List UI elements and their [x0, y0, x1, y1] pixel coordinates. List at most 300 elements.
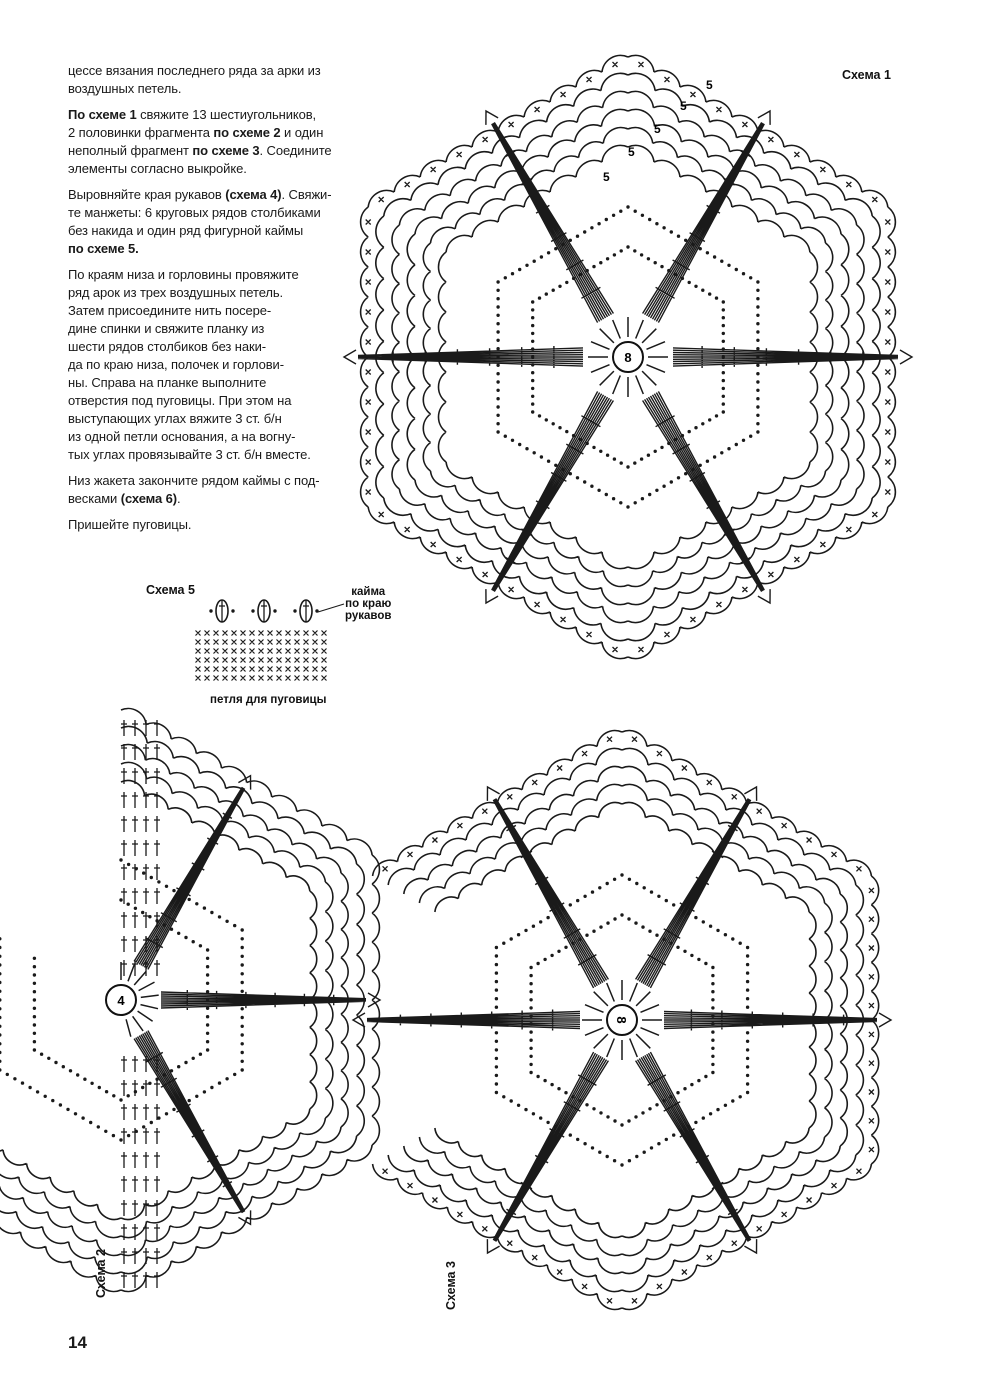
- chain-dot: [495, 1082, 498, 1085]
- chain-dot: [706, 251, 709, 254]
- chain-dot: [518, 443, 521, 446]
- center-rings: [106, 342, 643, 1035]
- chain-dot: [44, 1095, 47, 1098]
- ref-scheme-2: по схеме 2: [213, 125, 281, 140]
- chain-dot: [628, 1159, 631, 1162]
- chain-dot: [648, 493, 651, 496]
- chain-dot: [529, 982, 532, 985]
- chain-dot: [648, 218, 651, 221]
- chain-dot: [654, 450, 657, 453]
- chain-dot: [677, 235, 680, 238]
- chain-dot: [606, 921, 609, 924]
- chain-dot: [620, 249, 623, 252]
- chain-dot: [157, 1116, 160, 1119]
- stitch-wedge: [486, 391, 614, 603]
- p2-text: элементы согласно выкройке.: [68, 161, 247, 176]
- chain-dot: [627, 917, 630, 920]
- chain-dot: [545, 292, 548, 295]
- chain-dot: [33, 1007, 36, 1010]
- chain-dot: [33, 998, 36, 1001]
- chain-dot: [531, 395, 534, 398]
- chain-dot: [531, 387, 534, 390]
- row-mark: 5: [628, 145, 635, 159]
- sc-grid: [196, 631, 327, 681]
- chain-dot: [210, 1086, 213, 1089]
- p3-text: . Свяжи-: [281, 187, 332, 202]
- chain-dot: [634, 210, 637, 213]
- scheme-2-half-diagram: [0, 708, 380, 1291]
- chain-dot: [722, 402, 725, 405]
- chain-dot: [742, 439, 745, 442]
- sleeve-edge-line: рукавов: [345, 610, 392, 622]
- chain-dot: [672, 1133, 675, 1136]
- chain-dot: [0, 963, 2, 966]
- chain-dot: [746, 997, 749, 1000]
- chain-dot: [620, 1123, 623, 1126]
- chain-dot: [36, 1090, 39, 1093]
- chain-dot: [538, 414, 541, 417]
- chain-dot: [746, 946, 749, 949]
- p4-line: ряд арок из трех воздушных петель.: [68, 285, 284, 300]
- chain-dot: [715, 296, 718, 299]
- chain-dot: [293, 609, 296, 612]
- chain-dot: [598, 1151, 601, 1154]
- chain-dot: [550, 1083, 553, 1086]
- chain-dot: [655, 1103, 658, 1106]
- chain-dot: [569, 1133, 572, 1136]
- chain-dot: [739, 1095, 742, 1098]
- chain-dot: [583, 230, 586, 233]
- chain-dot: [724, 1104, 727, 1107]
- chain-dot: [694, 426, 697, 429]
- chain-dot: [641, 925, 644, 928]
- chain-dot: [660, 446, 663, 449]
- p5-text: .: [177, 491, 181, 506]
- chain-dot: [722, 308, 725, 311]
- stitch-wedge: [344, 346, 583, 368]
- chain-dot: [690, 1083, 693, 1086]
- chain-dot: [529, 990, 532, 993]
- chain-dot: [539, 1116, 542, 1119]
- chain-dot: [731, 1099, 734, 1102]
- chain-dot: [496, 380, 499, 383]
- chain-dot: [704, 962, 707, 965]
- chain-dot: [241, 1051, 244, 1054]
- chain-dot: [627, 1119, 630, 1122]
- chain-dot: [697, 1079, 700, 1082]
- chain-dot: [576, 899, 579, 902]
- chain-dot: [670, 480, 673, 483]
- chain-dot: [690, 954, 693, 957]
- chain-dot: [495, 1040, 498, 1043]
- chain-dot: [33, 957, 36, 960]
- chain-dot: [199, 944, 202, 947]
- chain-dot: [536, 1075, 539, 1078]
- chain-dot: [529, 1047, 532, 1050]
- chain-dot: [647, 257, 650, 260]
- chain-dot: [206, 948, 209, 951]
- chain-dot: [746, 971, 749, 974]
- chain-dot: [635, 882, 638, 885]
- stitch-wedge: [643, 111, 771, 323]
- chain-dot: [510, 1099, 513, 1102]
- chain-dot: [590, 226, 593, 229]
- chain-dot: [599, 925, 602, 928]
- chain-dot: [529, 1030, 532, 1033]
- chain-dot: [739, 942, 742, 945]
- chain-dot: [547, 251, 550, 254]
- chain-dot: [557, 950, 560, 953]
- chain-dot: [650, 1146, 653, 1149]
- chain-dot: [184, 936, 187, 939]
- chain-dot: [722, 395, 725, 398]
- chain-dot: [716, 929, 719, 932]
- chain-dot: [33, 990, 36, 993]
- chain-dot: [576, 476, 579, 479]
- p2-text: . Соедините: [259, 143, 332, 158]
- chain-dot: [119, 898, 122, 901]
- chain-dot: [722, 371, 725, 374]
- chain-dot: [97, 1125, 100, 1128]
- chain-dot: [525, 447, 528, 450]
- chain-dot: [660, 265, 663, 268]
- ref-scheme-6: (схема 6): [120, 491, 178, 506]
- chain-dot: [496, 397, 499, 400]
- chain-dot: [0, 1033, 2, 1036]
- chain-dot: [206, 973, 209, 976]
- chain-dot: [756, 380, 759, 383]
- chain-dot: [76, 1073, 79, 1076]
- chain-dot: [552, 289, 555, 292]
- chain-dot: [565, 430, 568, 433]
- chain-dot: [585, 1103, 588, 1106]
- chain-dot: [206, 1040, 209, 1043]
- chain-dot: [591, 1146, 594, 1149]
- chain-dot: [0, 1060, 2, 1063]
- chain-dot: [531, 340, 534, 343]
- chain-dot: [599, 450, 602, 453]
- stitch-wedge: [487, 1052, 608, 1253]
- button-loop-label: петля для пуговицы: [210, 694, 327, 706]
- p2-text: 2 половинки фрагмента: [68, 125, 214, 140]
- chain-dot: [495, 971, 498, 974]
- chain-dot: [142, 871, 145, 874]
- chain-dot: [206, 965, 209, 968]
- chain-dot: [701, 422, 704, 425]
- chain-dot: [134, 907, 137, 910]
- chain-dot: [746, 1048, 749, 1051]
- chain-dot: [564, 1091, 567, 1094]
- chain-dot: [66, 1108, 69, 1111]
- chain-dot: [606, 257, 609, 260]
- chain-dot: [511, 272, 514, 275]
- chain-dot: [188, 898, 191, 901]
- chain-dot: [206, 957, 209, 960]
- chain-dot: [0, 1051, 2, 1054]
- chain-dot: [33, 1048, 36, 1051]
- ref-scheme-3: по схеме 3: [192, 143, 260, 158]
- chain-dot: [597, 489, 600, 492]
- chain-dot: [557, 1087, 560, 1090]
- chain-dot: [654, 261, 657, 264]
- p2-text: неполный фрагмент: [68, 143, 193, 158]
- chain-dot: [165, 1112, 168, 1115]
- chain-dot: [241, 1025, 244, 1028]
- chain-dot: [504, 276, 507, 279]
- chain-dot: [0, 937, 2, 940]
- chain-dot: [620, 913, 623, 916]
- chain-dot: [746, 988, 749, 991]
- chain-dot: [735, 443, 738, 446]
- chain-dot: [665, 1138, 668, 1141]
- chain-dot: [592, 446, 595, 449]
- chain-dot: [529, 974, 532, 977]
- chain-dot: [206, 982, 209, 985]
- chain-dot: [677, 476, 680, 479]
- chain-dot: [496, 422, 499, 425]
- chain-dot: [711, 990, 714, 993]
- chain-dot: [90, 1082, 93, 1085]
- chain-dot: [683, 1087, 686, 1090]
- scheme-5-edge-diagram: [196, 600, 345, 681]
- chain-dot: [536, 962, 539, 965]
- chain-dot: [711, 998, 714, 1001]
- chain-dot: [746, 1031, 749, 1034]
- chain-dot: [141, 1086, 144, 1089]
- chain-dot: [756, 397, 759, 400]
- chain-dot: [746, 1040, 749, 1043]
- chain-dot: [756, 280, 759, 283]
- chain-dot: [713, 255, 716, 258]
- chain-dot: [51, 1099, 54, 1102]
- chain-dot: [518, 268, 521, 271]
- chain-dot: [496, 389, 499, 392]
- chain-dot: [662, 226, 665, 229]
- chain-dot: [704, 1075, 707, 1078]
- chain-dot: [495, 1074, 498, 1077]
- chain-dot: [241, 928, 244, 931]
- chain-dot: [517, 1104, 520, 1107]
- p4-line: По краям низа и горловины провяжите: [68, 267, 299, 282]
- chain-dot: [688, 430, 691, 433]
- chain-dot: [670, 230, 673, 233]
- chain-dot: [157, 880, 160, 883]
- chain-dot: [538, 296, 541, 299]
- row-mark: 5: [603, 170, 610, 184]
- chain-dot: [746, 1082, 749, 1085]
- scheme-5-label: Схема 5: [146, 583, 195, 597]
- chain-dot: [496, 330, 499, 333]
- chain-dot: [150, 876, 153, 879]
- chain-dot: [209, 609, 212, 612]
- chain-dot: [711, 1006, 714, 1009]
- chain-dot: [510, 937, 513, 940]
- chain-dot: [59, 1103, 62, 1106]
- chain-dot: [502, 1095, 505, 1098]
- chain-dot: [495, 1057, 498, 1060]
- chain-dot: [709, 925, 712, 928]
- chain-dot: [127, 1094, 130, 1097]
- chain-dot: [598, 886, 601, 889]
- chain-dot: [701, 289, 704, 292]
- sleeve-edge-line: кайма: [351, 586, 386, 598]
- chain-dot: [746, 954, 749, 957]
- p6-text: Пришейте пуговицы.: [68, 517, 192, 532]
- chain-dot: [502, 942, 505, 945]
- chain-dot: [529, 1006, 532, 1009]
- chain-dot: [749, 435, 752, 438]
- chain-dot: [0, 1068, 2, 1071]
- chain-dot: [655, 489, 658, 492]
- chain-dot: [613, 1159, 616, 1162]
- chain-dot: [0, 998, 2, 1001]
- chain-dot: [546, 916, 549, 919]
- ref-scheme-5: по схеме 5.: [68, 241, 139, 256]
- chain-dot: [540, 455, 543, 458]
- chain-dot: [532, 1112, 535, 1115]
- p5-text: весками: [68, 491, 121, 506]
- chain-dot: [231, 609, 234, 612]
- chain-dot: [672, 903, 675, 906]
- chain-dot: [676, 946, 679, 949]
- row-marks: [603, 78, 713, 184]
- chain-dot: [496, 414, 499, 417]
- stitch-wedge: [353, 1010, 580, 1031]
- chain-dot: [708, 292, 711, 295]
- chain-dot: [613, 878, 616, 881]
- chain-dot: [756, 297, 759, 300]
- chain-dot: [746, 963, 749, 966]
- chain-dot: [241, 1068, 244, 1071]
- chain-dot: [112, 1134, 115, 1137]
- chain-dot: [531, 300, 534, 303]
- chain-dot: [531, 402, 534, 405]
- chain-dot: [496, 314, 499, 317]
- chain-dot: [569, 903, 572, 906]
- chain-dot: [613, 1119, 616, 1122]
- chain-dot: [33, 965, 36, 968]
- chain-dot: [597, 222, 600, 225]
- p3-text: те манжеты: 6 круговых рядов столбиками: [68, 205, 321, 220]
- chain-dot: [531, 316, 534, 319]
- chain-dot: [511, 439, 514, 442]
- chain-dot: [21, 1081, 24, 1084]
- p1-line-1: цессе вязания последнего ряда за арки из: [68, 63, 321, 78]
- chain-dot: [241, 972, 244, 975]
- chain-dot: [576, 1138, 579, 1141]
- chain-dot: [529, 1063, 532, 1066]
- p4-line: выступающих углах вяжите 3 ст. б/н: [68, 411, 282, 426]
- chain-dot: [756, 314, 759, 317]
- chain-dot: [177, 932, 180, 935]
- chain-dot: [184, 1061, 187, 1064]
- chain-dot: [195, 1095, 198, 1098]
- chain-dot: [756, 339, 759, 342]
- chain-dot: [241, 937, 244, 940]
- chain-dot: [206, 1015, 209, 1018]
- chain-dot: [613, 457, 616, 460]
- chain-dot: [694, 916, 697, 919]
- chain-dot: [746, 1091, 749, 1094]
- chain-dot: [749, 276, 752, 279]
- chain-dot: [496, 430, 499, 433]
- chain-dot: [241, 963, 244, 966]
- chain-dot: [641, 1111, 644, 1114]
- chain-dot: [206, 1048, 209, 1051]
- chain-dot: [543, 958, 546, 961]
- chain-dot: [495, 1065, 498, 1068]
- chain-dot: [756, 330, 759, 333]
- chain-dot: [531, 379, 534, 382]
- chain-dot: [694, 1121, 697, 1124]
- chain-dot: [105, 1090, 108, 1093]
- chain-dot: [606, 882, 609, 885]
- chain-dot: [756, 364, 759, 367]
- chain-dot: [662, 485, 665, 488]
- picot-stitch: [303, 600, 309, 622]
- chain-dot: [722, 379, 725, 382]
- chain-dot: [756, 347, 759, 350]
- chain-dot: [756, 372, 759, 375]
- chain-dot: [606, 454, 609, 457]
- chain-dot: [711, 1039, 714, 1042]
- scheme-2-center-number: 4: [117, 993, 125, 1008]
- chain-dot: [634, 501, 637, 504]
- chain-dot: [517, 933, 520, 936]
- chain-dot: [583, 480, 586, 483]
- chain-dot: [756, 430, 759, 433]
- chain-dot: [496, 305, 499, 308]
- chain-dot: [218, 1081, 221, 1084]
- chain-dot: [756, 422, 759, 425]
- chain-dot: [720, 260, 723, 263]
- chain-dot: [233, 1073, 236, 1076]
- chain-dot: [640, 253, 643, 256]
- leader-line: [318, 604, 344, 612]
- stitch-wedge: [636, 787, 757, 988]
- p4-line: отверстия под пуговицы. При этом на: [68, 393, 292, 408]
- chain-dot: [550, 954, 553, 957]
- chain-dot: [665, 899, 668, 902]
- chain-dot: [0, 981, 2, 984]
- chain-dot: [713, 455, 716, 458]
- chain-dot: [172, 1108, 175, 1111]
- chain-dot: [192, 1057, 195, 1060]
- scheme-3-label: Схема 3: [444, 1261, 458, 1310]
- scheme-3-center-number: 8: [614, 1016, 629, 1024]
- picot-stitch: [261, 600, 267, 622]
- chain-dot: [727, 447, 730, 450]
- chain-dot: [722, 316, 725, 319]
- chain-dot: [613, 917, 616, 920]
- chain-dot: [583, 1142, 586, 1145]
- chain-dot: [697, 958, 700, 961]
- row-mark: 5: [654, 122, 661, 136]
- chain-dot: [529, 966, 532, 969]
- chain-dot: [33, 1040, 36, 1043]
- chain-dot: [496, 364, 499, 367]
- chain-dot: [592, 930, 595, 933]
- chain-dot: [756, 414, 759, 417]
- chain-dot: [539, 920, 542, 923]
- chain-dot: [599, 261, 602, 264]
- chain-dot: [0, 1016, 2, 1019]
- chain-dot: [225, 1077, 228, 1080]
- chain-dot: [141, 911, 144, 914]
- chain-dot: [529, 1055, 532, 1058]
- chain-dot: [711, 1047, 714, 1050]
- chain-dot: [605, 493, 608, 496]
